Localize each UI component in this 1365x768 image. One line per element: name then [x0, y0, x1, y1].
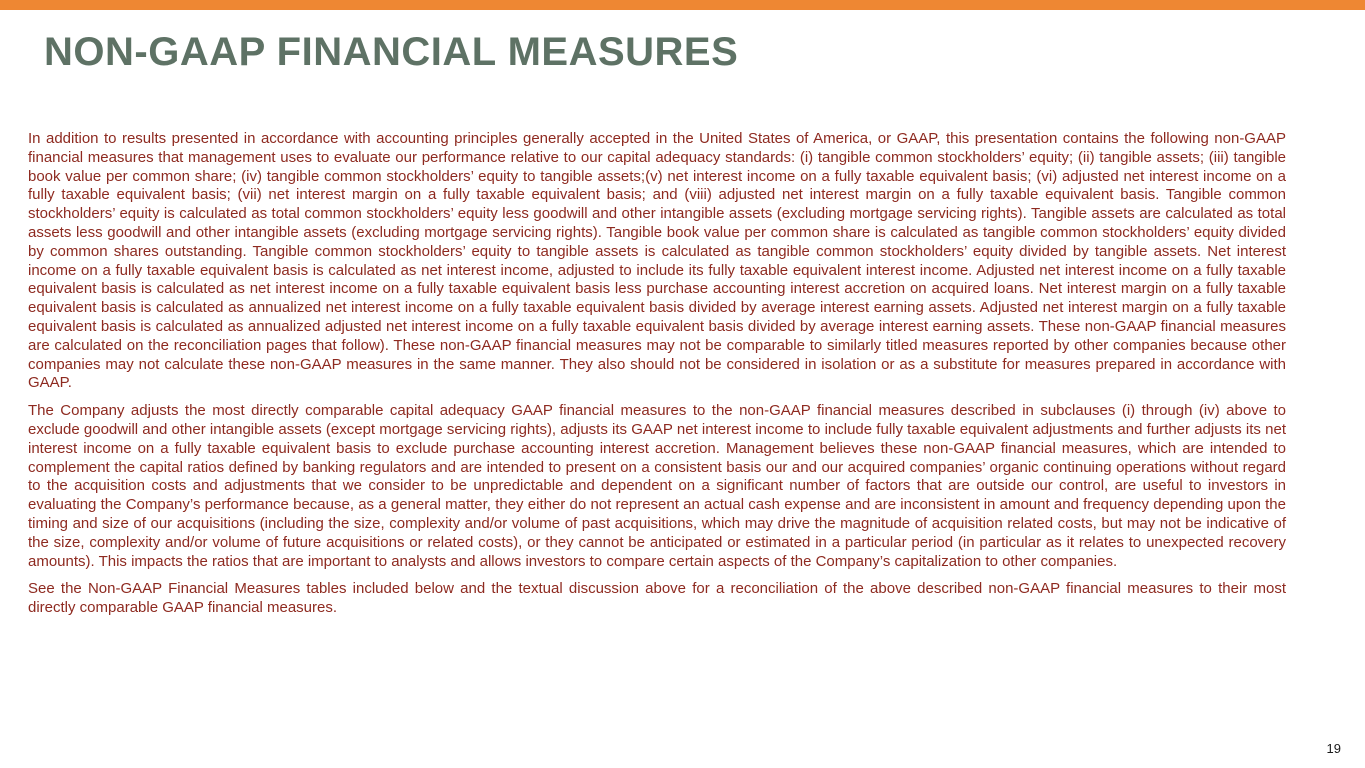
body-text-block: [28, 130, 1286, 618]
top-accent-bar: [0, 0, 1365, 10]
paragraph-1: In addition to results presented in accordance with accounting principles generally accepted in the United States of America, or GAAP, this presentation contains the following non-GAAP financial measures that management uses to evaluate our performance relative to our capital adequacy standards: (i) tangible common stockholders’ equity; (ii) tangible assets; (iii) tangible book value per common share; (iv) tangible common stockholders’ equity to tangible assets;(v) net interest income on a fully taxable equivalent basis; (vi) adjusted net interest income on a fully taxable equivalent basis; (vii) net interest margin on a fully taxable equivalent basis; and (viii) adjusted net interest margin on a fully taxable equivalent basis. Tangible common stockholders’ equity is calculated as total common stockholders’ equity less goodwill and other intangible assets (excluding mortgage servicing rights). Tangible assets are calculated as total assets less goodwill and other intangible assets (excluding mortgage servicing rights). Tangible book value per common share is calculated as tangible common stockholders’ equity divided by common shares outstanding. Tangible common stockholders’ equity to tangible assets is calculated as tangible common stockholders’ equity divided by tangible assets. Net interest income on a fully taxable equivalent basis is calculated as net interest income, adjusted to include its fully taxable equivalent interest income. Adjusted net interest income on a fully taxable equivalent basis is calculated as net interest income on a fully taxable equivalent basis less purchase accounting interest accretion on acquired loans. Net interest margin on a fully taxable equivalent basis is calculated as annualized net interest income on a fully taxable equivalent basis divided by average interest earning assets. Adjusted net interest margin on a fully taxable equivalent basis is calculated as annualized adjusted net interest income on a fully taxable equivalent basis divided by average interest earning assets. These non-GAAP financial measures are calculated on the reconciliation pages that follow). These non-GAAP financial measures may not be comparable to similarly titled measures reported by other companies because other companies may not calculate these non-GAAP measures in the same manner. They also should not be considered in isolation or as a substitute for measures prepared in accordance with GAAP.: [28, 130, 1286, 392]
paragraph-2: The Company adjusts the most directly comparable capital adequacy GAAP financial measures to the non-GAAP financial measures described in subclauses (i) through (iv) above to exclude goodwill and other intangible assets (except mortgage servicing rights), adjusts its GAAP net interest income to include fully taxable equivalent adjustments and further adjusts its net interest income on a fully taxable equivalent basis to exclude purchase accounting interest accretion. Management believes these non-GAAP financial measures, which are intended to complement the capital ratios defined by banking regulators and are intended to present on a consistent basis our and our acquired companies’ organic continuing operations without regard to the acquisition costs and adjustments that we consider to be unpredictable and dependent on a significant number of factors that are outside our control, are useful to investors in evaluating the Company’s performance because, as a general matter, they either do not represent an actual cash expense and are inconsistent in amount and frequency depending upon the timing and size of our acquisitions (including the size, complexity and/or volume of past acquisitions, which may drive the magnitude of acquisition related costs, but may not be indicative of the size, complexity and/or volume of future acquisitions or related costs), or they cannot be anticipated or estimated in a particular period (in particular as it relates to unexpected recovery amounts). This impacts the ratios that are important to analysts and allows investors to compare certain aspects of the Company’s capitalization to other companies.: [28, 402, 1286, 570]
paragraph-3: See the Non-GAAP Financial Measures tables included below and the textual discussion above for a reconciliation of the above described non-GAAP financial measures to their most directly comparable GAAP financial measures.: [28, 580, 1286, 617]
page-number: 19: [1326, 741, 1341, 756]
page-title: NON-GAAP FINANCIAL MEASURES: [44, 30, 739, 74]
